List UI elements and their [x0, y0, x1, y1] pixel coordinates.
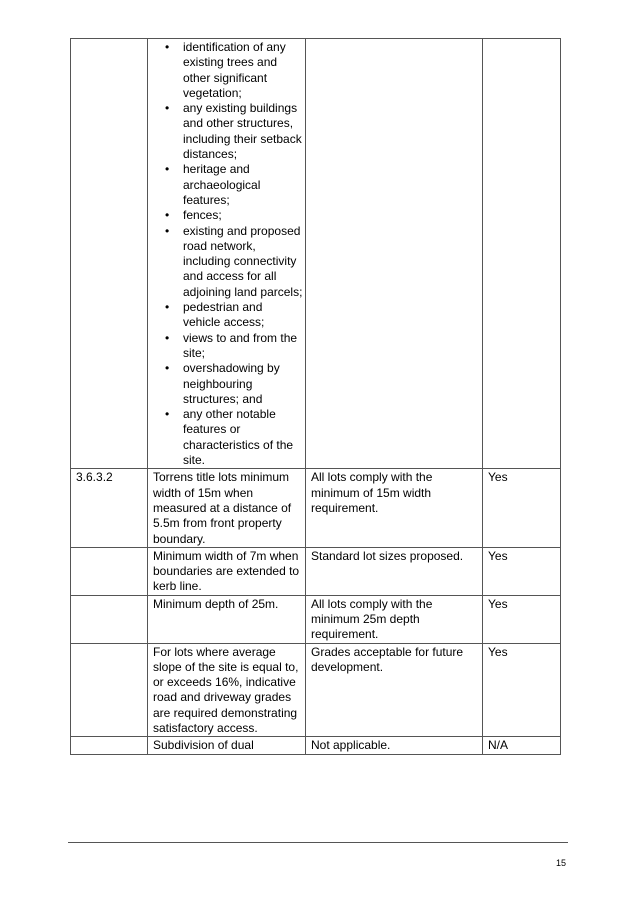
list-item: • identification of any existing trees and other significant vegetation; — [148, 40, 303, 101]
page-number: 15 — [556, 858, 567, 868]
complies-cell: Yes — [483, 595, 561, 643]
table-row — [71, 643, 561, 737]
list-item: • overshadowing by neighbouring structures; and — [148, 361, 303, 407]
clause-cell — [71, 595, 148, 643]
control-cell: Subdivision of dual — [148, 737, 306, 754]
proposal-cell: Grades acceptable for future development. — [306, 643, 483, 737]
list-item: • fences; — [148, 208, 303, 223]
complies-cell: Yes — [483, 469, 561, 547]
table-row — [71, 547, 561, 595]
clause-cell — [71, 547, 148, 595]
table-row — [71, 737, 561, 754]
proposal-cell: All lots comply with the minimum of 15m width requirement. — [306, 469, 483, 547]
list-item: • any other notable features or characteristics of the site. — [148, 407, 303, 468]
control-cell: Minimum width of 7m when boundaries are extended to kerb line. — [148, 547, 306, 595]
control-cell — [148, 39, 306, 469]
list-item: • pedestrian and vehicle access; — [148, 300, 303, 331]
list-item: • views to and from the site; — [148, 331, 303, 362]
complies-cell — [483, 39, 561, 469]
proposal-cell: All lots comply with the minimum 25m depth requirement. — [306, 595, 483, 643]
proposal-cell: Standard lot sizes proposed. — [306, 547, 483, 595]
clause-cell — [71, 39, 148, 469]
bullet-list — [148, 40, 303, 468]
complies-cell: N/A — [483, 737, 561, 754]
list-item: • existing and proposed road network, including connectivity and access for all adjoining land parcels; — [148, 224, 303, 300]
compliance-table — [70, 38, 561, 755]
footer-divider — [68, 842, 568, 843]
control-cell: Torrens title lots minimum width of 15m when measured at a distance of 5.5m from front property boundary. — [148, 469, 306, 547]
proposal-cell — [306, 39, 483, 469]
clause-cell — [71, 643, 148, 737]
table-row — [71, 469, 561, 547]
control-cell: For lots where average slope of the site is equal to, or exceeds 16%, indicative road and driveway grades are required demonstrating satisfactory access. — [148, 643, 306, 737]
complies-cell: Yes — [483, 643, 561, 737]
clause-cell: 3.6.3.2 — [71, 469, 148, 547]
proposal-cell: Not applicable. — [306, 737, 483, 754]
table-row-continued — [71, 39, 561, 469]
complies-cell: Yes — [483, 547, 561, 595]
control-cell: Minimum depth of 25m. — [148, 595, 306, 643]
clause-cell — [71, 737, 148, 754]
list-item: • heritage and archaeological features; — [148, 162, 303, 208]
table-row — [71, 595, 561, 643]
list-item: • any existing buildings and other structures, including their setback distances; — [148, 101, 303, 162]
